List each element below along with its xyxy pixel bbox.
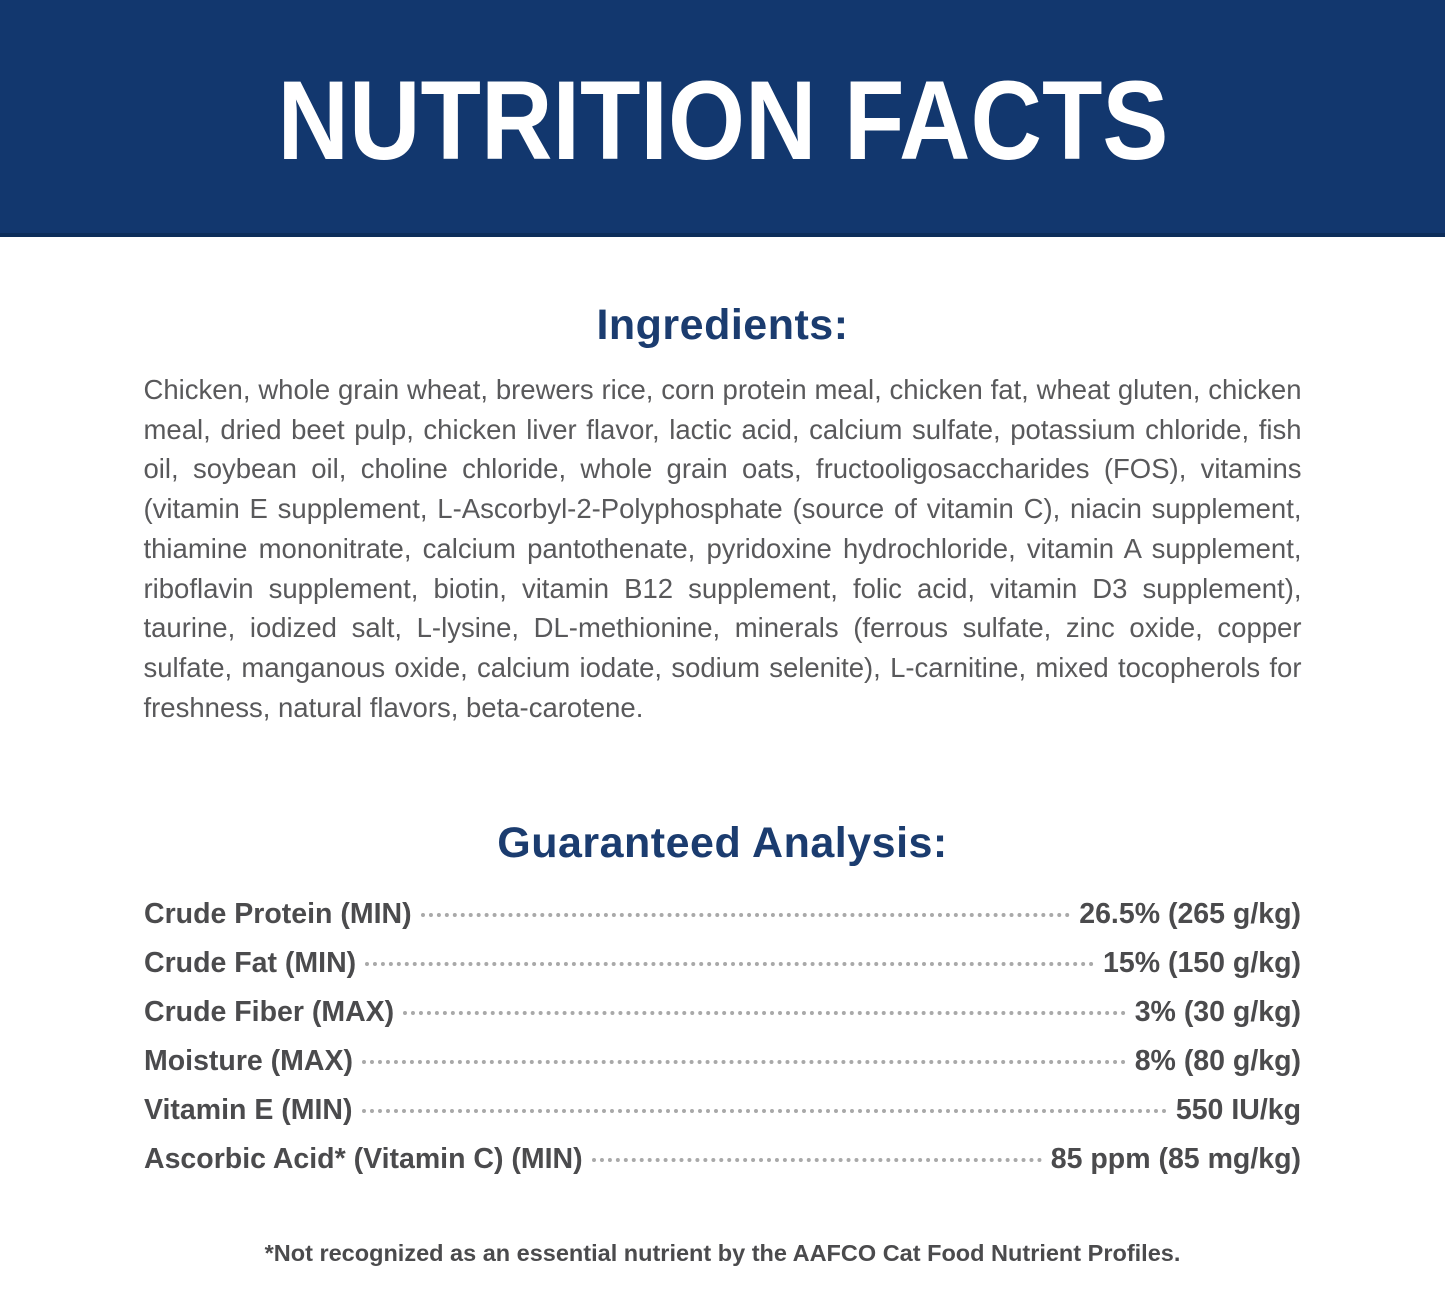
analysis-row-value: 550 IU/kg — [1175, 1094, 1301, 1127]
analysis-row-label: Vitamin E (MIN) — [144, 1094, 353, 1127]
table-row — [144, 1045, 1301, 1076]
table-row — [144, 1143, 1301, 1174]
analysis-row-value: 15% (150 g/kg) — [1103, 947, 1301, 980]
table-row — [144, 1094, 1301, 1125]
page-title: NUTRITION FACTS — [277, 57, 1168, 184]
analysis-row-label: Crude Fat (MIN) — [144, 947, 357, 980]
ingredients-heading: Ingredients: — [596, 301, 849, 349]
header-band — [0, 0, 1445, 237]
table-row — [144, 898, 1301, 929]
guaranteed-analysis-heading: Guaranteed Analysis: — [497, 819, 948, 868]
dot-leader — [403, 1011, 1126, 1015]
table-row — [144, 996, 1301, 1027]
guaranteed-analysis-table — [144, 898, 1301, 1174]
analysis-row-label: Crude Protein (MIN) — [144, 898, 412, 931]
analysis-row-label: Crude Fiber (MAX) — [144, 996, 395, 1029]
dot-leader — [362, 1109, 1167, 1113]
analysis-row-value: 3% (30 g/kg) — [1134, 996, 1301, 1029]
analysis-row-value: 8% (80 g/kg) — [1134, 1045, 1301, 1078]
analysis-row-label: Moisture (MAX) — [144, 1045, 353, 1078]
dot-leader — [421, 913, 1071, 917]
analysis-row-value: 26.5% (265 g/kg) — [1079, 898, 1301, 931]
dot-leader — [592, 1158, 1042, 1162]
aafco-footnote: *Not recognized as an essential nutrient by the AAFCO Cat Food Nutrient Profiles. — [264, 1240, 1181, 1267]
dot-leader — [362, 1060, 1126, 1064]
analysis-row-value: 85 ppm (85 mg/kg) — [1050, 1143, 1301, 1176]
dot-leader — [365, 962, 1094, 966]
analysis-row-label: Ascorbic Acid* (Vitamin C) (MIN) — [144, 1143, 583, 1176]
table-row — [144, 947, 1301, 978]
ingredients-paragraph: Chicken, whole grain wheat, brewers rice, corn protein meal, chicken fat, wheat gluten, chicken meal, dried beet pulp, chicken liver flavor, lactic acid, calcium sulfate, potassium chloride, fish oil, soybean oil, choline chloride, whole grain oats, fructooligosaccharides (FOS), vitamins (vitamin E supplement, L-Ascorbyl-2-Polyphosphate (source of vitamin C), niacin supplement, thiamine mononitrate, calcium pantothenate, pyridoxine hydrochloride, vitamin A supplement, riboflavin supplement, biotin, vitamin B12 supplement, folic acid, vitamin D3 supplement), taurine, iodized salt, L-lysine, DL-methionine, minerals (ferrous sulfate, zinc oxide, copper sulfate, manganous oxide, calcium iodate, sodium selenite), L-carnitine, mixed tocopherols for freshness, natural flavors, beta-carotene. — [143, 374, 1302, 723]
